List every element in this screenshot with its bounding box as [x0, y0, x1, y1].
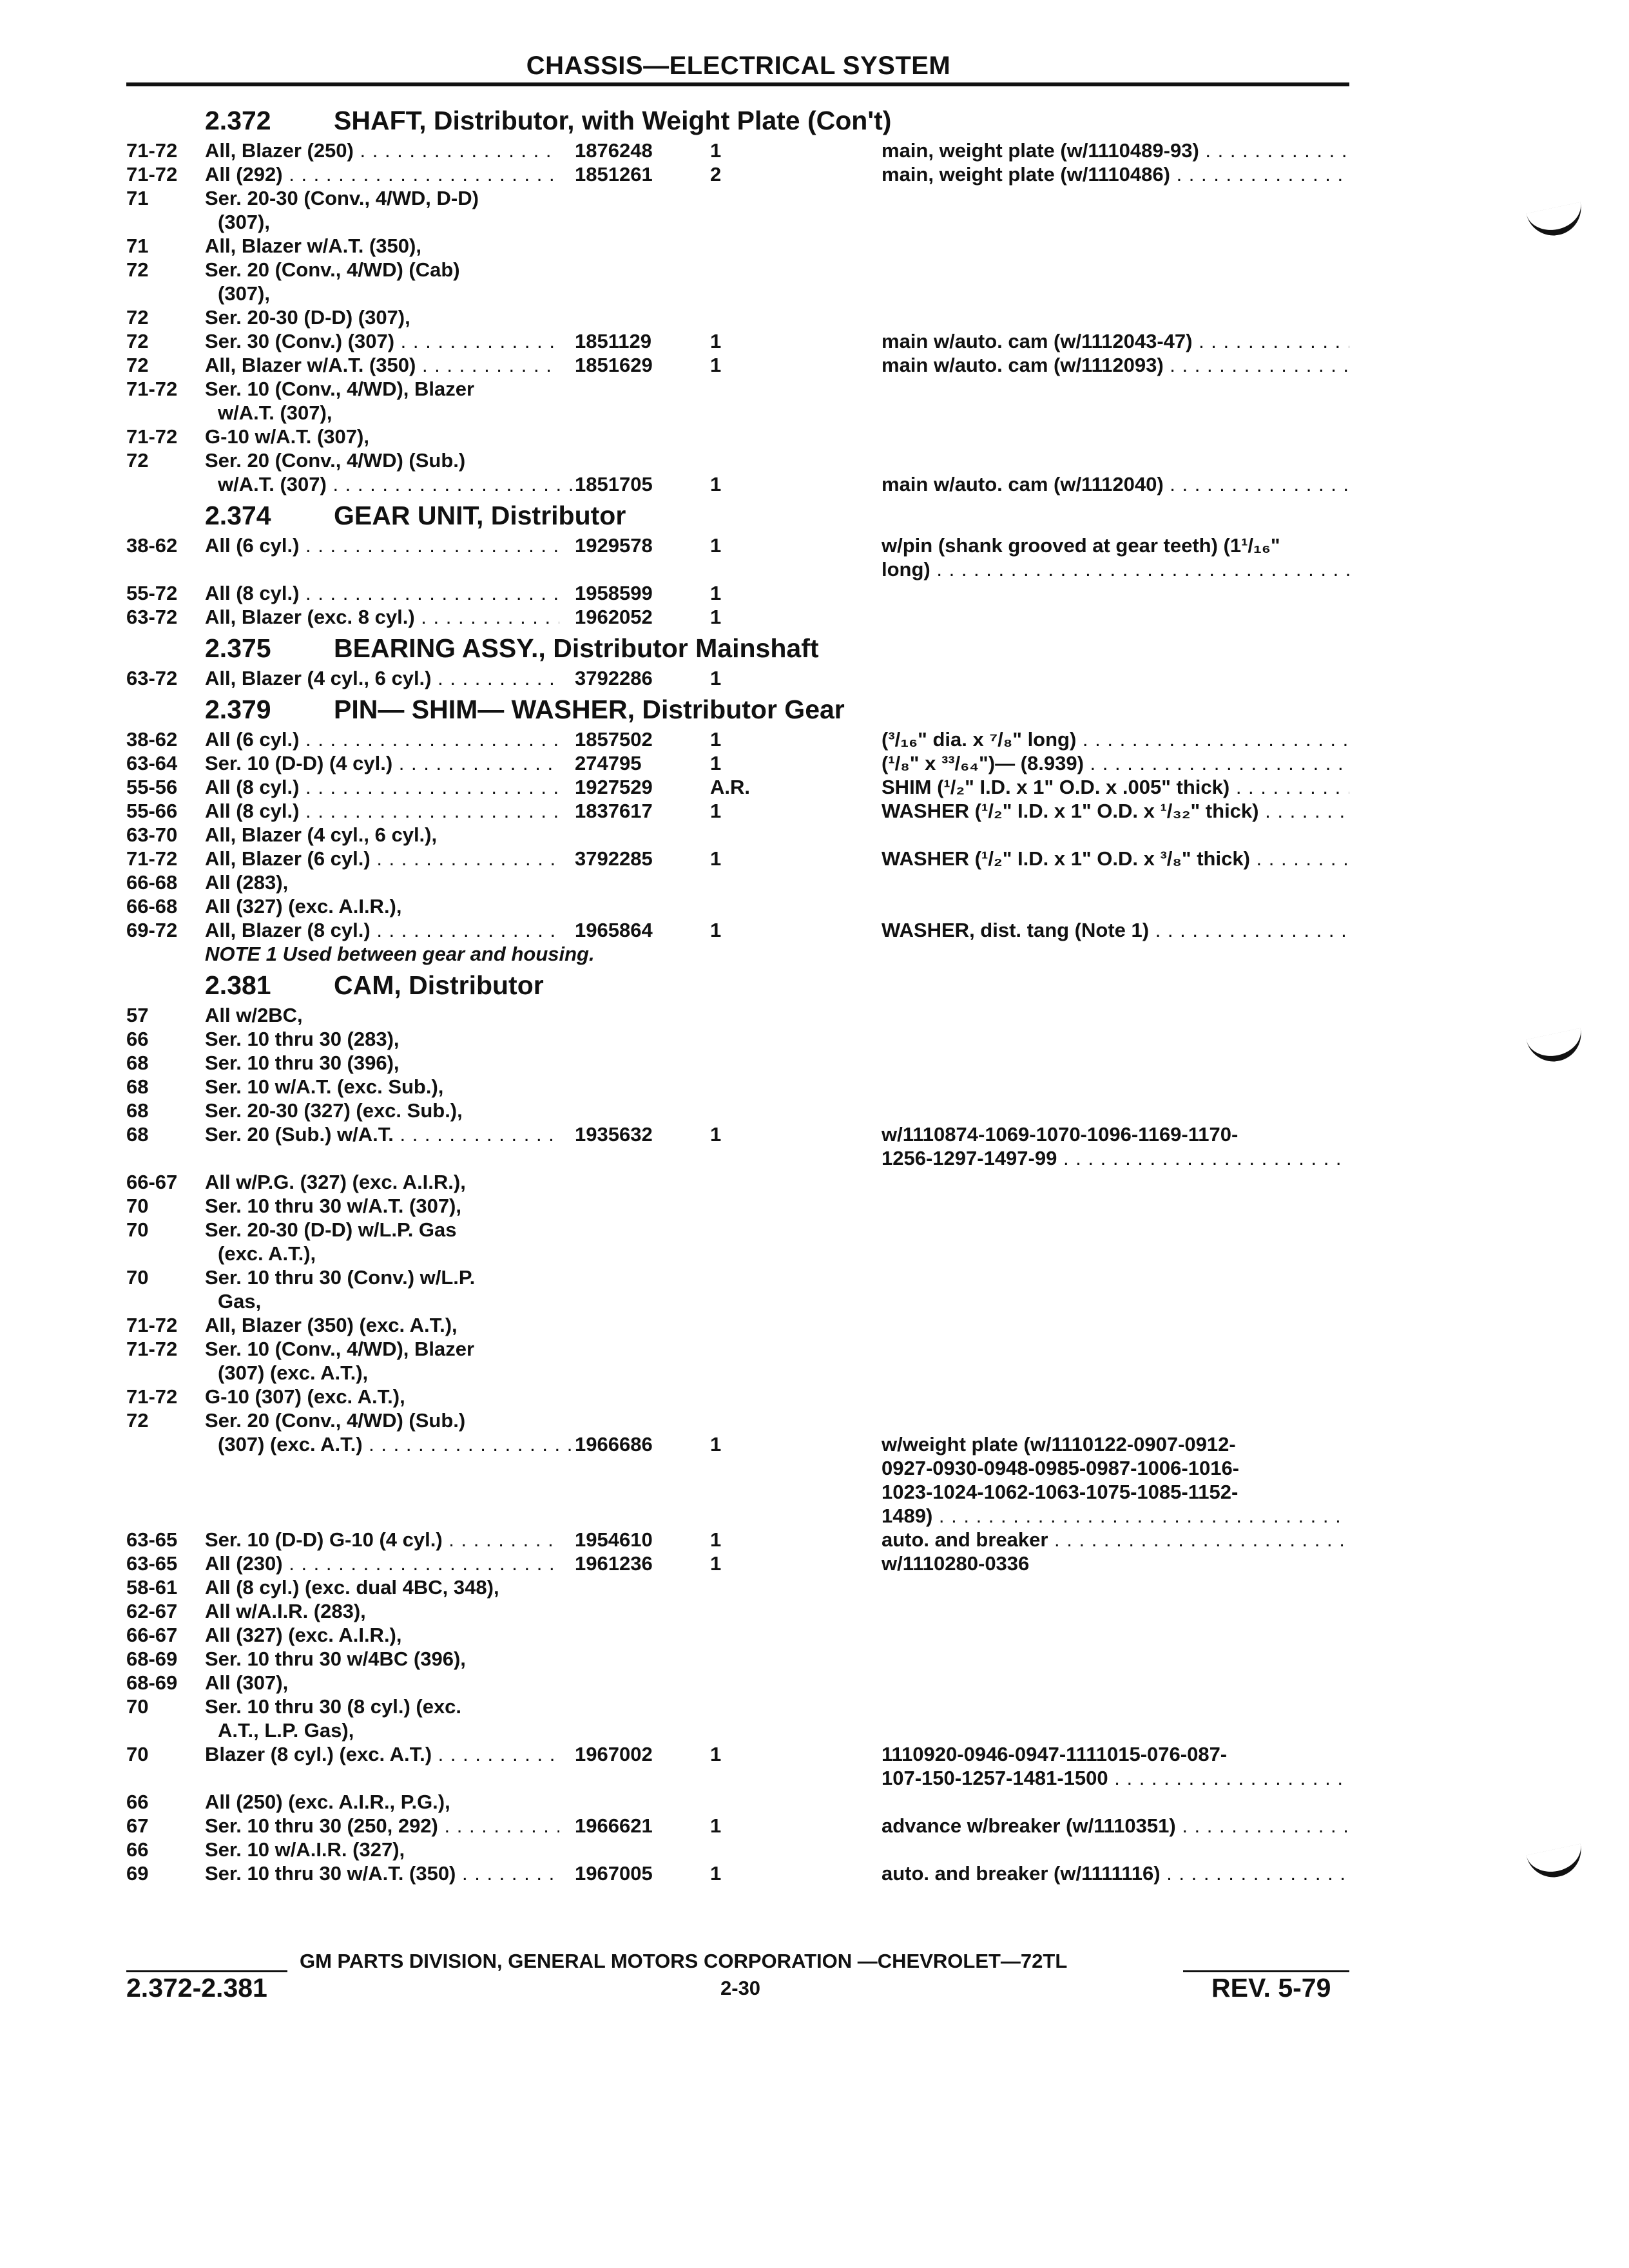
application: Ser. 10 thru 30 w/A.T. (307),	[205, 1195, 461, 1217]
model-years: 55-66	[126, 800, 178, 822]
description: auto. and breaker (w/1111116) . . .	[882, 1862, 1349, 1885]
parts-row	[0, 354, 1629, 378]
quantity: 1	[710, 354, 722, 376]
application: Ser. 10 (Conv., 4/WD), Blazer	[205, 378, 475, 400]
model-years: 66	[126, 1028, 149, 1050]
application: All (307),	[205, 1671, 289, 1694]
quantity: 1	[710, 330, 722, 352]
model-years: 71	[126, 235, 149, 257]
application: All (8 cyl.) . . .	[205, 776, 559, 799]
model-years: 72	[126, 330, 149, 352]
application: Ser. 20 (Conv., 4/WD) (Sub.)	[205, 449, 466, 472]
application: Gas,	[218, 1290, 262, 1312]
part-number: 1966686	[575, 1433, 653, 1456]
part-number: 1851261	[575, 163, 653, 186]
model-years: 66-68	[126, 871, 178, 894]
model-years: 38-62	[126, 534, 178, 557]
model-years: 70	[126, 1195, 149, 1217]
description: long) . . .	[882, 558, 1349, 581]
footer-section-range: 2.372-2.381	[126, 1973, 267, 2003]
quantity: 1	[710, 847, 722, 870]
model-years: 62-67	[126, 1600, 178, 1622]
parts-row	[0, 1171, 1629, 1195]
quantity: 1	[710, 1862, 722, 1885]
description: advance w/breaker (w/1110351) . . .	[882, 1814, 1349, 1838]
section-heading	[0, 497, 1629, 534]
parts-row	[0, 800, 1629, 823]
quantity: 1	[710, 752, 722, 774]
parts-row	[0, 378, 1629, 401]
model-years: 66	[126, 1791, 149, 1813]
model-years: 71	[126, 187, 149, 209]
application: Ser. 10 thru 30 (250, 292) . . .	[205, 1814, 559, 1838]
model-years: 69-72	[126, 919, 178, 941]
application: All (6 cyl.) . . .	[205, 534, 559, 557]
application: All, Blazer (exc. 8 cyl.) . . .	[205, 606, 559, 629]
model-years: 70	[126, 1266, 149, 1289]
description: WASHER (¹/₂" I.D. x 1" O.D. x ¹/₃₂" thick) . . .	[882, 800, 1349, 823]
quantity: 1	[710, 1123, 722, 1146]
quantity: 2	[710, 163, 722, 186]
part-number: 3792285	[575, 847, 653, 870]
section-heading	[0, 966, 1629, 1004]
model-years: 68-69	[126, 1671, 178, 1694]
model-years: 66	[126, 1838, 149, 1861]
description: main w/auto. cam (w/1112093) . . .	[882, 354, 1349, 377]
parts-row	[0, 1409, 1629, 1433]
parts-row	[0, 1624, 1629, 1648]
parts-row	[0, 473, 1629, 497]
part-number: 1961236	[575, 1552, 653, 1575]
quantity: 1	[710, 1433, 722, 1456]
description: w/1110280-0336	[882, 1552, 1030, 1575]
quantity: A.R.	[710, 776, 750, 798]
application: Ser. 10 thru 30 w/A.T. (350) . . .	[205, 1862, 559, 1885]
section-note	[0, 943, 1629, 966]
application: Ser. 10 w/A.I.R. (327),	[205, 1838, 405, 1861]
application: w/A.T. (307),	[218, 401, 333, 424]
section-heading	[0, 102, 1629, 139]
note-text: NOTE 1 Used between gear and housing.	[205, 943, 595, 965]
parts-row	[0, 1123, 1629, 1147]
parts-row	[0, 235, 1629, 258]
model-years: 72	[126, 258, 149, 281]
model-years: 63-72	[126, 667, 178, 689]
model-years: 71-72	[126, 139, 178, 162]
model-years: 70	[126, 1218, 149, 1241]
model-years: 68	[126, 1099, 149, 1122]
parts-row	[0, 1338, 1629, 1361]
application: All, Blazer (6 cyl.) . . .	[205, 847, 559, 870]
description: main w/auto. cam (w/1112043-47) . . .	[882, 330, 1349, 353]
application: All (327) (exc. A.I.R.),	[205, 1624, 402, 1646]
parts-row	[0, 1314, 1629, 1338]
section-number: 2.381	[205, 970, 271, 1000]
parts-row	[0, 306, 1629, 330]
application: All (283),	[205, 871, 289, 894]
model-years: 71-72	[126, 1338, 178, 1360]
application: Ser. 20-30 (D-D) (307),	[205, 306, 410, 329]
quantity: 1	[710, 919, 722, 941]
description: w/1110874-1069-1070-1096-1169-1170-	[882, 1123, 1239, 1146]
model-years: 66-67	[126, 1624, 178, 1646]
parts-row	[0, 895, 1629, 919]
application: All (8 cyl.) . . .	[205, 800, 559, 823]
quantity: 1	[710, 1814, 722, 1837]
parts-list	[0, 102, 1629, 1886]
application: All (6 cyl.) . . .	[205, 728, 559, 751]
model-years: 71-72	[126, 163, 178, 186]
description: main w/auto. cam (w/1112040) . . .	[882, 473, 1349, 496]
section-number: 2.375	[205, 633, 271, 663]
description: 1489) . . .	[882, 1504, 1349, 1528]
model-years: 68-69	[126, 1648, 178, 1670]
parts-row	[0, 139, 1629, 163]
footer-page-number: 2-30	[720, 1977, 761, 1999]
parts-row	[0, 667, 1629, 691]
application: Ser. 30 (Conv.) (307) . . .	[205, 330, 559, 353]
parts-row	[0, 1767, 1629, 1791]
model-years: 71-72	[126, 378, 178, 400]
application: All, Blazer (4 cyl., 6 cyl.),	[205, 823, 438, 846]
parts-row	[0, 1552, 1629, 1576]
parts-row	[0, 163, 1629, 187]
part-number: 1954610	[575, 1528, 653, 1551]
model-years: 63-65	[126, 1528, 178, 1551]
section-title: CAM, Distributor	[334, 970, 544, 1000]
model-years: 68	[126, 1123, 149, 1146]
parts-row	[0, 1266, 1629, 1290]
part-number: 1851705	[575, 473, 653, 495]
application: All, Blazer w/A.T. (350),	[205, 235, 421, 257]
parts-row	[0, 1695, 1629, 1719]
parts-row	[0, 1576, 1629, 1600]
parts-row	[0, 847, 1629, 871]
footer-revision: REV. 5-79	[1211, 1973, 1331, 2003]
parts-row	[0, 401, 1629, 425]
parts-row	[0, 558, 1629, 582]
parts-row	[0, 1481, 1629, 1504]
part-number: 1857502	[575, 728, 653, 751]
description: (¹/₈" x ³³/₆₄")— (8.939) . . .	[882, 752, 1349, 775]
quantity: 1	[710, 534, 722, 557]
model-years: 66-67	[126, 1171, 178, 1193]
model-years: 69	[126, 1862, 149, 1885]
parts-row	[0, 919, 1629, 943]
model-years: 57	[126, 1004, 149, 1026]
part-number: 1935632	[575, 1123, 653, 1146]
footer-line-right	[1183, 1970, 1349, 1972]
section-heading	[0, 629, 1629, 667]
parts-row	[0, 1671, 1629, 1695]
parts-row	[0, 1743, 1629, 1767]
model-years: 71-72	[126, 1314, 178, 1336]
parts-row	[0, 1600, 1629, 1624]
description: w/pin (shank grooved at gear teeth) (1¹/₁₆"	[882, 534, 1280, 557]
application: All (8 cyl.) . . .	[205, 582, 559, 605]
parts-row	[0, 449, 1629, 473]
quantity: 1	[710, 139, 722, 162]
application: Ser. 10 thru 30 (Conv.) w/L.P.	[205, 1266, 476, 1289]
application: Ser. 10 thru 30 (8 cyl.) (exc.	[205, 1695, 462, 1718]
application: Ser. 20-30 (327) (exc. Sub.),	[205, 1099, 463, 1122]
model-years: 71-72	[126, 1385, 178, 1408]
application: A.T., L.P. Gas),	[218, 1719, 354, 1742]
description: WASHER, dist. tang (Note 1) . . .	[882, 919, 1349, 942]
application: Ser. 10 (D-D) G-10 (4 cyl.) . . .	[205, 1528, 559, 1552]
description: 1110920-0946-0947-1111015-076-087-	[882, 1743, 1228, 1765]
top-rule	[126, 82, 1349, 86]
application: All, Blazer (8 cyl.) . . .	[205, 919, 559, 942]
application: All w/2BC,	[205, 1004, 303, 1026]
part-number: 1837617	[575, 800, 653, 822]
part-number: 1927529	[575, 776, 653, 798]
model-years: 67	[126, 1814, 149, 1837]
page-title: CHASSIS—ELECTRICAL SYSTEM	[526, 52, 951, 80]
model-years: 63-70	[126, 823, 178, 846]
parts-row	[0, 1838, 1629, 1862]
model-years: 72	[126, 354, 149, 376]
parts-row	[0, 1028, 1629, 1052]
part-number: 1851129	[575, 330, 651, 352]
application: Ser. 10 (Conv., 4/WD), Blazer	[205, 1338, 475, 1360]
parts-row	[0, 1862, 1629, 1886]
section-title: SHAFT, Distributor, with Weight Plate (Con't)	[334, 106, 892, 135]
parts-row	[0, 728, 1629, 752]
parts-row	[0, 752, 1629, 776]
model-years: 68	[126, 1075, 149, 1098]
part-number: 1967005	[575, 1862, 653, 1885]
part-number: 1965864	[575, 919, 653, 941]
model-years: 72	[126, 449, 149, 472]
application: Ser. 20 (Conv., 4/WD) (Cab)	[205, 258, 460, 281]
model-years: 63-64	[126, 752, 178, 774]
parts-row	[0, 823, 1629, 847]
application: G-10 (307) (exc. A.T.),	[205, 1385, 405, 1408]
model-years: 38-62	[126, 728, 178, 751]
model-years: 71-72	[126, 425, 178, 448]
application: All w/A.I.R. (283),	[205, 1600, 366, 1622]
parts-row	[0, 211, 1629, 235]
section-number: 2.374	[205, 501, 271, 530]
part-number: 1851629	[575, 354, 653, 376]
application: All (292) . . .	[205, 163, 559, 186]
description: w/weight plate (w/1110122-0907-0912-	[882, 1433, 1236, 1456]
model-years: 66-68	[126, 895, 178, 918]
application: w/A.T. (307) . . .	[205, 473, 572, 496]
parts-row	[0, 1147, 1629, 1171]
application: (307),	[218, 211, 270, 233]
part-number: 1967002	[575, 1743, 653, 1765]
footer-line-left	[126, 1970, 287, 1972]
parts-row	[0, 1052, 1629, 1075]
application: All (250) (exc. A.I.R., P.G.),	[205, 1791, 450, 1813]
parts-row	[0, 1290, 1629, 1314]
parts-row	[0, 534, 1629, 558]
description: 1256-1297-1497-99 . . .	[882, 1147, 1349, 1170]
section-title: BEARING ASSY., Distributor Mainshaft	[334, 633, 819, 663]
part-number: 1966621	[575, 1814, 653, 1837]
application: (307) (exc. A.T.) . . .	[205, 1433, 572, 1456]
model-years: 55-72	[126, 582, 178, 604]
parts-row	[0, 1195, 1629, 1218]
parts-row	[0, 1242, 1629, 1266]
application: Ser. 10 thru 30 (396),	[205, 1052, 400, 1074]
application: All, Blazer (350) (exc. A.T.),	[205, 1314, 458, 1336]
parts-row	[0, 1648, 1629, 1671]
quantity: 1	[710, 582, 722, 604]
model-years: 55-56	[126, 776, 178, 798]
description: main, weight plate (w/1110489-93) . . .	[882, 139, 1349, 162]
model-years: 70	[126, 1695, 149, 1718]
description: 107-150-1257-1481-1500 . . .	[882, 1767, 1349, 1790]
section-number: 2.372	[205, 106, 271, 135]
quantity: 1	[710, 1528, 722, 1551]
parts-row	[0, 425, 1629, 449]
parts-row	[0, 1504, 1629, 1528]
section-title: GEAR UNIT, Distributor	[334, 501, 626, 530]
application: All (327) (exc. A.I.R.),	[205, 895, 402, 918]
parts-row	[0, 606, 1629, 629]
application: All w/P.G. (327) (exc. A.I.R.),	[205, 1171, 466, 1193]
parts-row	[0, 282, 1629, 306]
parts-row	[0, 1528, 1629, 1552]
parts-row	[0, 1385, 1629, 1409]
model-years: 70	[126, 1743, 149, 1765]
part-number: 1929578	[575, 534, 653, 557]
model-years: 63-72	[126, 606, 178, 628]
section-heading	[0, 691, 1629, 728]
model-years: 72	[126, 1409, 149, 1432]
parts-row	[0, 1814, 1629, 1838]
description: WASHER (¹/₂" I.D. x 1" O.D. x ³/₈" thick) . . .	[882, 847, 1349, 870]
parts-row	[0, 1433, 1629, 1457]
application: (307) (exc. A.T.),	[218, 1361, 369, 1384]
model-years: 58-61	[126, 1576, 178, 1599]
parts-row	[0, 776, 1629, 800]
parts-row	[0, 1791, 1629, 1814]
description: (³/₁₆" dia. x ⁷/₈" long) . . .	[882, 728, 1349, 751]
application: G-10 w/A.T. (307),	[205, 425, 369, 448]
model-years: 68	[126, 1052, 149, 1074]
application: All, Blazer w/A.T. (350) . . .	[205, 354, 559, 377]
application: (exc. A.T.),	[218, 1242, 316, 1265]
parts-row	[0, 1099, 1629, 1123]
quantity: 1	[710, 1552, 722, 1575]
parts-row	[0, 1719, 1629, 1743]
parts-row	[0, 1361, 1629, 1385]
model-years: 71-72	[126, 847, 178, 870]
parts-row	[0, 258, 1629, 282]
parts-row	[0, 582, 1629, 606]
description: 1023-1024-1062-1063-1075-1085-1152-	[882, 1481, 1239, 1503]
description: main, weight plate (w/1110486) . . .	[882, 163, 1349, 186]
section-title: PIN— SHIM— WASHER, Distributor Gear	[334, 695, 845, 724]
description: auto. and breaker . . .	[882, 1528, 1349, 1552]
application: Ser. 20-30 (D-D) w/L.P. Gas	[205, 1218, 457, 1241]
parts-row	[0, 330, 1629, 354]
part-number: 1958599	[575, 582, 653, 604]
application: (307),	[218, 282, 270, 305]
quantity: 1	[710, 728, 722, 751]
quantity: 1	[710, 1743, 722, 1765]
application: All, Blazer (4 cyl., 6 cyl.) . . .	[205, 667, 559, 690]
model-years: 72	[126, 306, 149, 329]
quantity: 1	[710, 667, 722, 689]
parts-row	[0, 1457, 1629, 1481]
part-number: 1876248	[575, 139, 653, 162]
application: Ser. 10 (D-D) (4 cyl.) . . .	[205, 752, 559, 775]
part-number: 1962052	[575, 606, 653, 628]
part-number: 3792286	[575, 667, 653, 689]
parts-row	[0, 187, 1629, 211]
application: Blazer (8 cyl.) (exc. A.T.) . . .	[205, 1743, 559, 1766]
footer-publisher: GM PARTS DIVISION, GENERAL MOTORS CORPORATION —CHEVROLET—72TL	[300, 1950, 1068, 1972]
quantity: 1	[710, 800, 722, 822]
quantity: 1	[710, 473, 722, 495]
application: Ser. 20 (Conv., 4/WD) (Sub.)	[205, 1409, 466, 1432]
part-number: 274795	[575, 752, 642, 774]
application: All, Blazer (250) . . .	[205, 139, 559, 162]
application: Ser. 10 thru 30 w/4BC (396),	[205, 1648, 466, 1670]
application: Ser. 10 w/A.T. (exc. Sub.),	[205, 1075, 444, 1098]
application: All (8 cyl.) (exc. dual 4BC, 348),	[205, 1576, 499, 1599]
application: Ser. 20-30 (Conv., 4/WD, D-D)	[205, 187, 479, 209]
application: Ser. 20 (Sub.) w/A.T. . . .	[205, 1123, 559, 1146]
parts-row	[0, 1004, 1629, 1028]
quantity: 1	[710, 606, 722, 628]
description: SHIM (¹/₂" I.D. x 1" O.D. x .005" thick) . . .	[882, 776, 1349, 799]
description: 0927-0930-0948-0985-0987-1006-1016-	[882, 1457, 1240, 1479]
section-number: 2.379	[205, 695, 271, 724]
application: Ser. 10 thru 30 (283),	[205, 1028, 400, 1050]
parts-row	[0, 1218, 1629, 1242]
parts-row	[0, 871, 1629, 895]
parts-row	[0, 1075, 1629, 1099]
model-years: 63-65	[126, 1552, 178, 1575]
application: All (230) . . .	[205, 1552, 559, 1575]
